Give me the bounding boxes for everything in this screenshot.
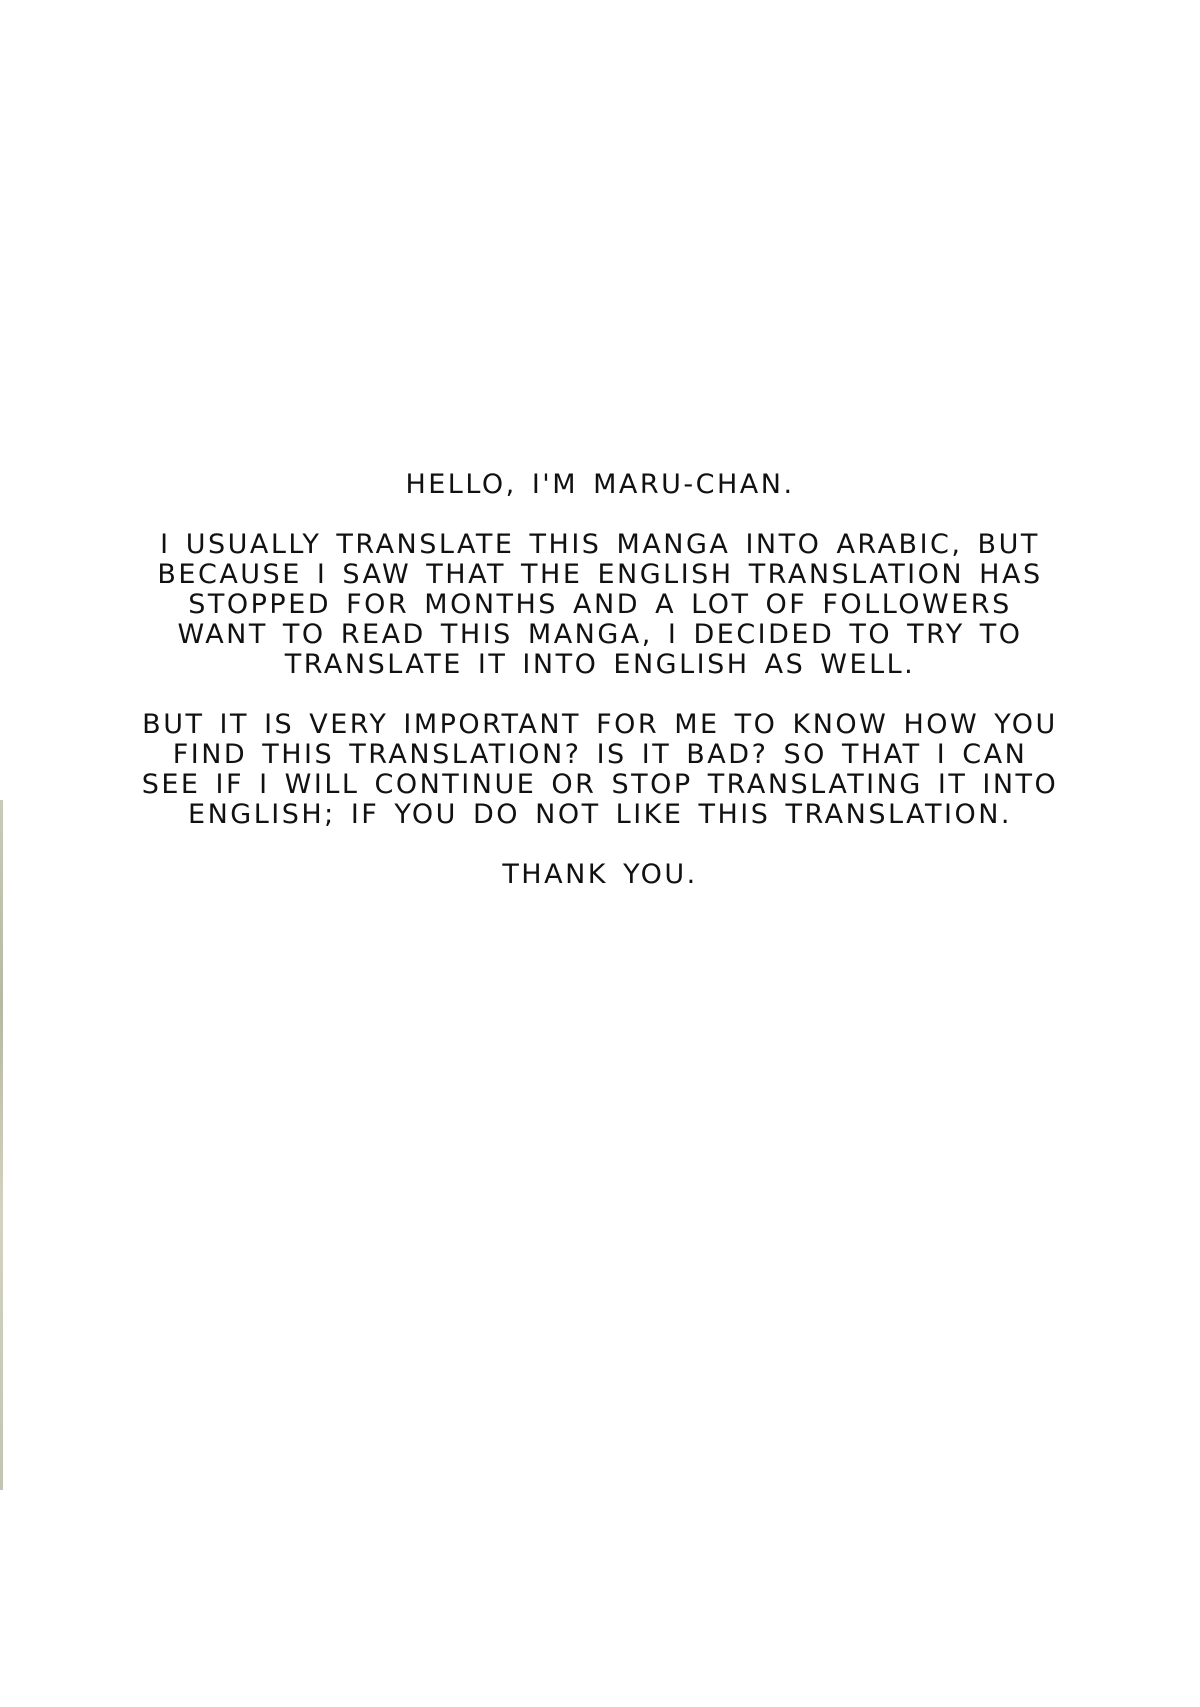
- paragraph-1-line: I USUALLY TRANSLATE THIS MANGA INTO ARABIC, BUT: [160, 529, 1040, 560]
- paragraph-2-line: FIND THIS TRANSLATION? IS IT BAD? SO THAT I CAN: [172, 739, 1028, 770]
- paragraph-1-line: STOPPED FOR MONTHS AND A LOT OF FOLLOWERS: [188, 589, 1012, 620]
- paragraph-1-line: TRANSLATE IT INTO ENGLISH AS WELL.: [284, 649, 916, 680]
- closing-paragraph: [60, 860, 1140, 890]
- greeting-paragraph: [60, 470, 1140, 500]
- closing-line: THANK YOU.: [502, 859, 698, 890]
- paragraph-2-line: SEE IF I WILL CONTINUE OR STOP TRANSLATING IT INTO: [141, 769, 1059, 800]
- paragraph-2-line: ENGLISH; IF YOU DO NOT LIKE THIS TRANSLATION.: [188, 799, 1012, 830]
- greeting-line: HELLO, I'M MARU-CHAN.: [405, 469, 795, 500]
- paragraph-2-line: BUT IT IS VERY IMPORTANT FOR ME TO KNOW HOW YOU: [142, 709, 1058, 740]
- paragraph-2: [60, 710, 1140, 830]
- paragraph-1-line: BECAUSE I SAW THAT THE ENGLISH TRANSLATION HAS: [157, 559, 1043, 590]
- paragraph-1: [60, 530, 1140, 680]
- paragraph-1-line: WANT TO READ THIS MANGA, I DECIDED TO TRY TO: [177, 619, 1023, 650]
- translator-note: [60, 470, 1140, 890]
- image-edge-strip: [0, 800, 3, 1490]
